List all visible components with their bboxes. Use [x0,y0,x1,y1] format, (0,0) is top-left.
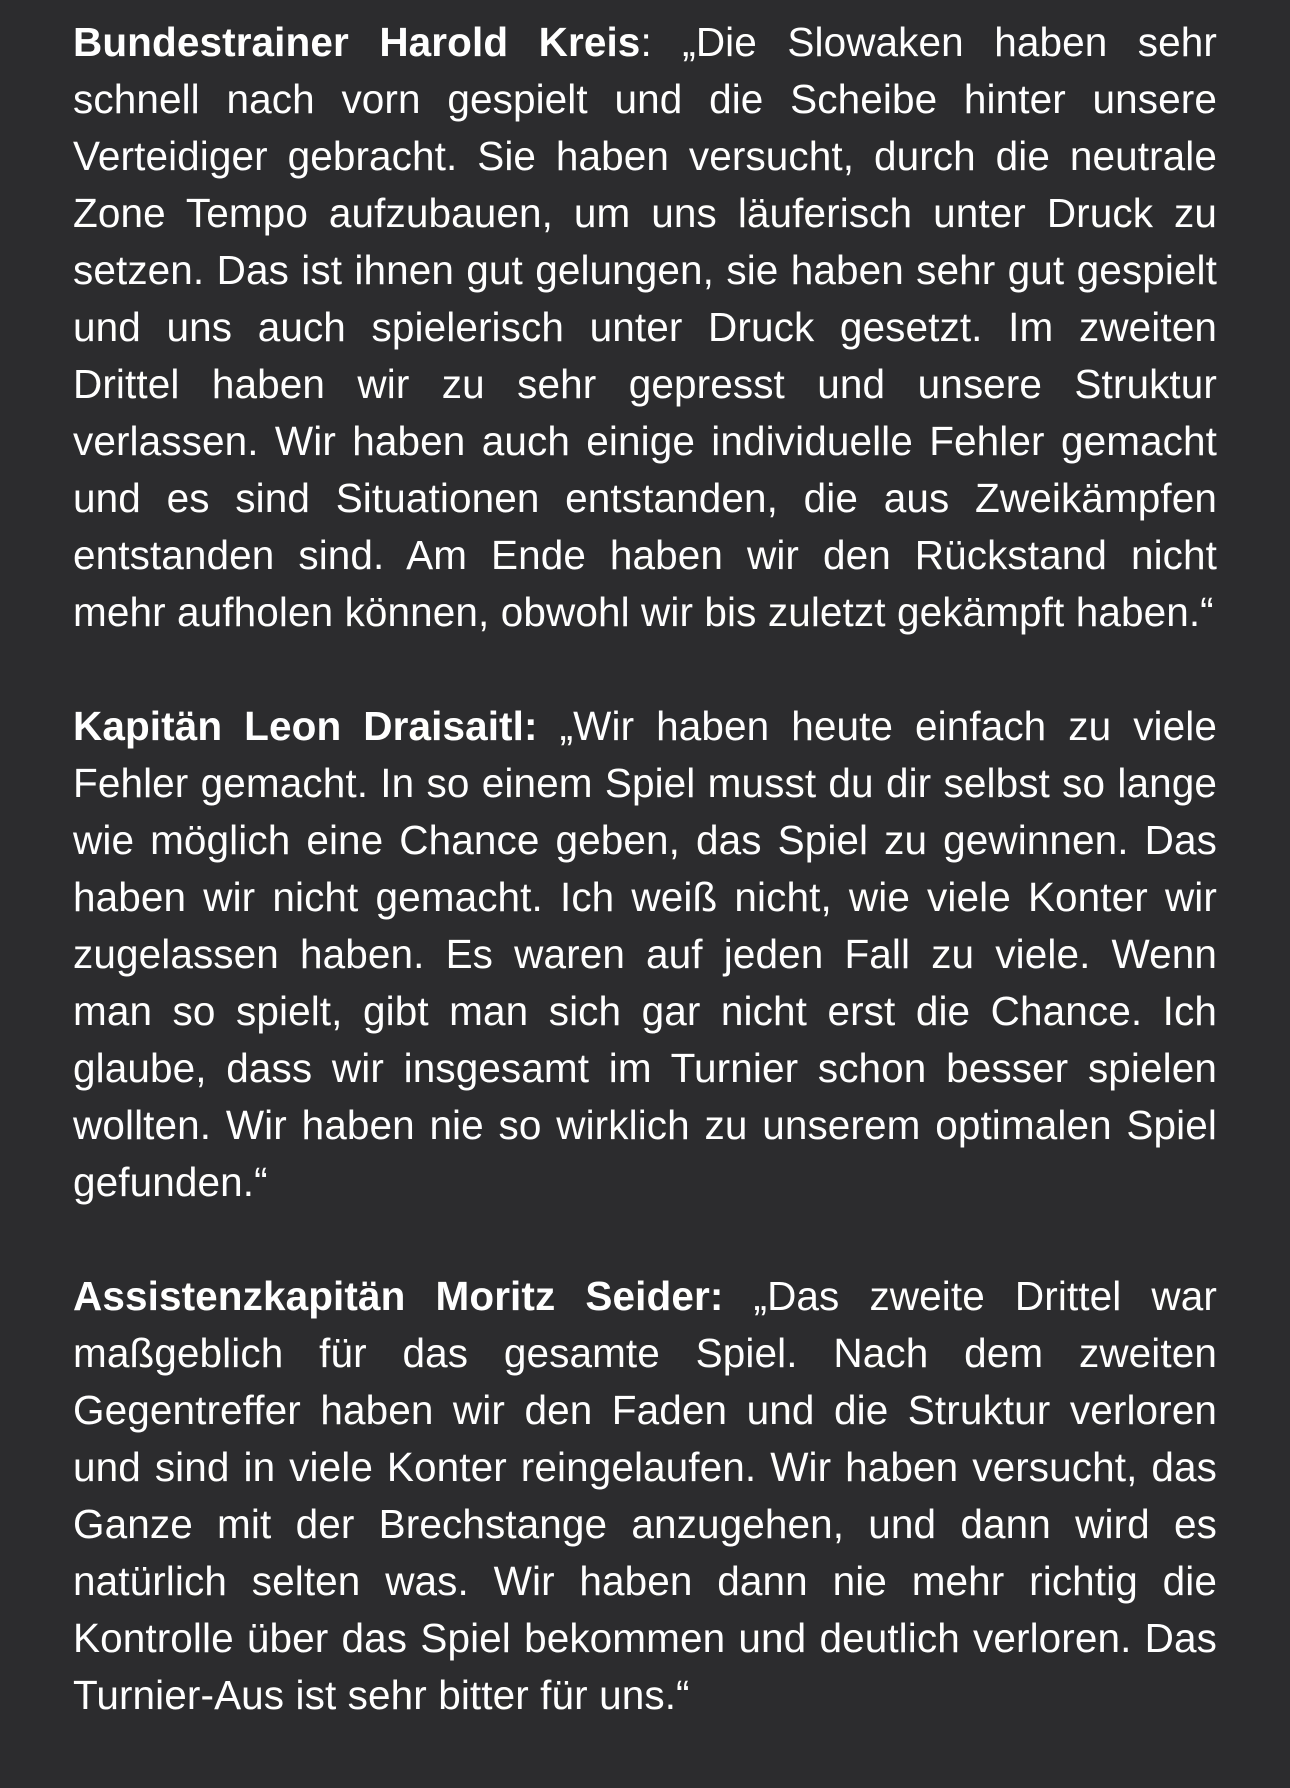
speaker-separator: : [640,19,683,65]
quote-text: „Die Slowaken haben sehr schnell nach vorn gespielt und die Scheibe hinter unsere Verteidiger gebracht. Sie haben versucht, durch die neutrale Zone Tempo aufzubauen, um uns läuferisch unter Druck zu setzen. Das ist ihnen gut gelungen, sie haben sehr gut gespielt und uns auch spielerisch unter Druck gesetzt. Im zweiten Drittel haben wir zu sehr gepresst und unsere Struktur verlassen. Wir haben auch einige individuelle Fehler gemacht und es sind Situationen entstanden, die aus Zweikämpfen entstanden sind. Am Ende haben wir den Rückstand nicht mehr aufholen können, obwohl wir bis zuletzt gekämpft haben.“ [73,19,1217,635]
speaker-name: Kapitän Leon Draisaitl: [73,703,538,749]
speaker-separator [723,1273,753,1319]
quote-kreis [73,14,1217,641]
speaker-name: Assistenzkapitän Moritz Seider: [73,1273,724,1319]
article-body [73,14,1217,1781]
quote-draisaitl [73,698,1217,1211]
quote-seider [73,1268,1217,1724]
speaker-name: Bundestrainer Harold Kreis [73,19,641,65]
quote-text: „Das zweite Drittel war maßgeblich für das gesamte Spiel. Nach dem zweiten Gegentreffer haben wir den Faden und die Struktur verloren und sind in viele Konter reingelaufen. Wir haben versucht, das Ganze mit der Brechstange anzugehen, und dann wird es natürlich selten was. Wir haben dann nie mehr richtig die Kontrolle über das Spiel bekommen und deutlich verloren. Das Turnier-Aus ist sehr bitter für uns.“ [73,1273,1217,1718]
speaker-separator [538,703,560,749]
quote-text: „Wir haben heute einfach zu viele Fehler gemacht. In so einem Spiel musst du dir selbst so lange wie möglich eine Chance geben, das Spiel zu gewinnen. Das haben wir nicht gemacht. Ich weiß nicht, wie viele Konter wir zugelassen haben. Es waren auf jeden Fall zu viele. Wenn man so spielt, gibt man sich gar nicht erst die Chance. Ich glaube, dass wir insgesamt im Turnier schon besser spielen wollten. Wir haben nie so wirklich zu unserem optimalen Spiel gefunden.“ [73,703,1217,1205]
